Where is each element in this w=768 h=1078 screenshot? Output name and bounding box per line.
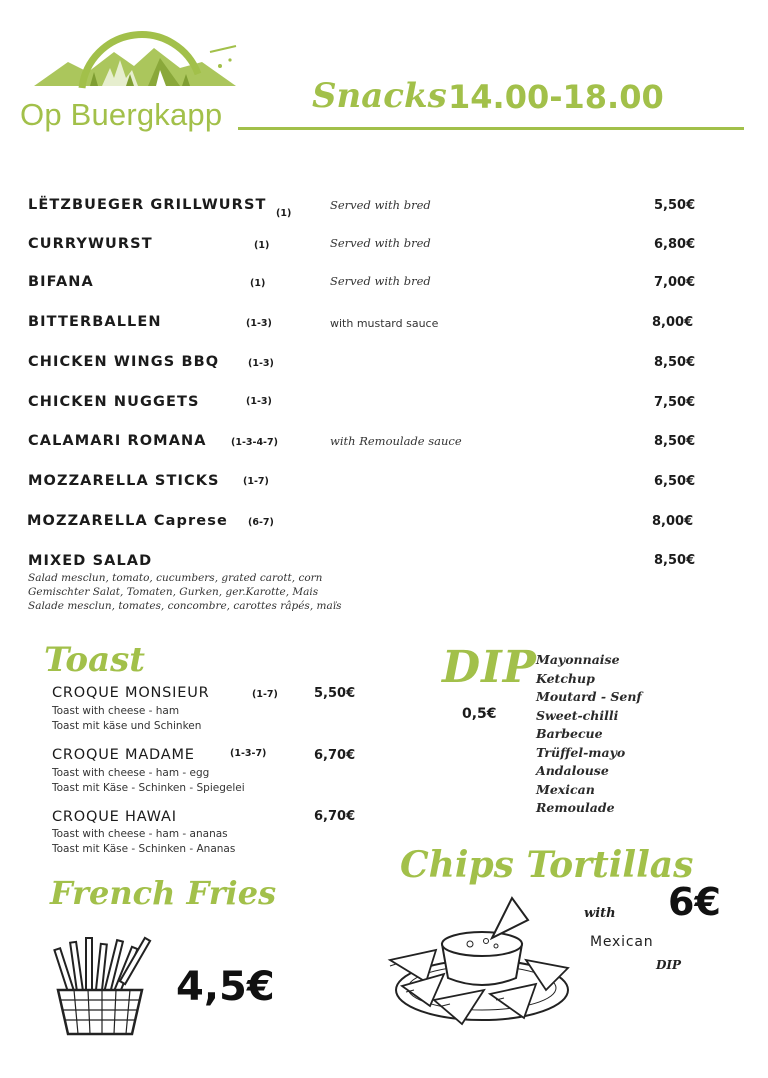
salad-description-de: Gemischter Salat, Tomaten, Gurken, ger.Karotte, Mais [28,586,319,598]
dip-list [536,651,642,818]
snack-name: CALAMARI ROMANA [28,433,207,449]
fries-basket-icon [48,934,154,1040]
snack-price: 7,00€ [654,275,696,290]
toast-item-line2: Toast mit Käse - Schinken - Spiegelei [52,782,245,794]
snack-name: BIFANA [28,274,94,290]
page-title: Snacks [312,76,447,116]
toast-item-line1: Toast with cheese - ham - egg [52,767,210,779]
fries-price: 4,5€ [176,964,275,1010]
dip-price: 0,5€ [462,706,497,722]
snack-price: 6,80€ [654,237,696,252]
chips-heading: Chips Tortillas [400,844,694,886]
toast-item-price: 6,70€ [314,809,356,824]
snack-allergens: (1-3-4-7) [231,437,278,448]
toast-item-allergens: (1-3-7) [230,748,267,759]
chips-mexican-label: Mexican [590,934,654,950]
toast-item-price: 6,70€ [314,748,356,763]
dip-item: Mexican [536,781,595,797]
snack-allergens: (6-7) [248,517,274,528]
toast-item-allergens: (1-7) [252,689,278,700]
snack-allergens: (1-7) [243,476,269,487]
mountain-tent-logo-icon [30,12,245,100]
snack-name: CHICKEN NUGGETS [28,394,200,410]
dip-item: Andalouse [536,763,609,778]
snack-allergens: (1-3) [246,396,272,407]
snack-name: CHICKEN WINGS BBQ [28,354,220,370]
snack-allergens: (1-3) [246,318,272,329]
snack-name: BITTERBALLEN [28,314,162,330]
snack-price: 8,00€ [652,514,694,529]
snack-price: 8,50€ [654,355,696,370]
dip-item: Barbecue [536,726,603,741]
snack-name: MOZZARELLA STICKS [28,473,220,489]
snack-price: 8,00€ [652,315,694,330]
snack-name: MOZZARELLA Caprese [27,513,228,529]
snack-name: LËTZBUEGER GRILLWURST [28,197,267,213]
snack-price: 8,50€ [654,434,696,449]
snack-name: CURRYWURST [28,236,153,252]
toast-item-line1: Toast with cheese - ham - ananas [52,828,228,840]
dip-item: Remoulade [536,800,615,815]
dip-heading: DIP [442,642,537,693]
snack-price: 7,50€ [654,395,696,410]
chips-price: 6€ [668,880,721,924]
snack-allergens: (1) [276,208,292,219]
opening-hours: 14.00-18.00 [448,78,664,116]
snack-allergens: (1) [250,278,266,289]
salad-price: 8,50€ [654,553,696,568]
dip-item: Mayonnaise [536,652,620,667]
snack-description: Served with bred [330,198,431,212]
toast-item-name: CROQUE MONSIEUR [52,685,210,701]
dip-item: Sweet-chilli [536,707,619,723]
snack-allergens: (1-3) [248,358,274,369]
snack-price: 5,50€ [654,198,696,213]
toast-item-line2: Toast mit käse und Schinken [52,720,202,732]
header-rule [238,127,744,130]
snack-price: 6,50€ [654,474,696,489]
nachos-bowl-icon [386,894,576,1028]
toast-heading: Toast [44,640,145,680]
chips-dip-label: DIP [656,958,682,972]
toast-item-line1: Toast with cheese - ham [52,705,180,717]
salad-description-fr: Salade mesclun, tomates, concombre, carottes râpés, maïs [28,600,342,612]
fries-heading: French Fries [50,874,277,912]
snack-description: with Remoulade sauce [330,434,462,448]
toast-item-line2: Toast mit Käse - Schinken - Ananas [52,843,236,855]
snack-description: Served with bred [330,274,431,288]
dip-item: Trüffel-mayo [536,744,626,760]
toast-item-name: CROQUE MADAME [52,747,195,763]
snack-description: Served with bred [330,236,431,250]
salad-name: MIXED SALAD [28,553,153,569]
brand-name: Op Buergkapp [20,97,223,132]
salad-description-en: Salad mesclun, tomato, cucumbers, grated carott, corn [28,572,323,584]
toast-item-name: CROQUE HAWAI [52,809,177,825]
snack-allergens: (1) [254,240,270,251]
dip-item: Ketchup [536,670,595,686]
chips-with-label: with [584,906,616,921]
toast-item-price: 5,50€ [314,686,356,701]
snack-description: with mustard sauce [330,317,439,330]
dip-item: Moutard - Senf [536,689,642,704]
